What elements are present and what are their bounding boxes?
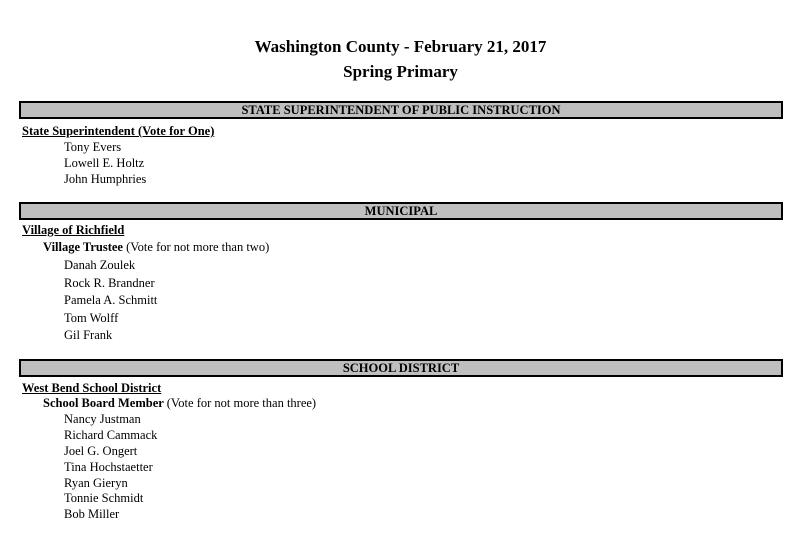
page-subtitle: Spring Primary xyxy=(343,62,458,81)
candidate: Pamela A. Schmitt xyxy=(64,293,158,307)
office-village-trustee xyxy=(43,239,269,255)
jurisdiction-richfield: Village of Richfield xyxy=(22,223,125,237)
candidate: Tina Hochstaetter xyxy=(64,460,153,474)
candidate: Richard Cammack xyxy=(64,428,158,442)
candidate: Lowell E. Holtz xyxy=(64,156,145,170)
candidate: Rock R. Brandner xyxy=(64,276,155,290)
office-name: Village Trustee xyxy=(43,240,123,254)
jurisdiction-west-bend: West Bend School District xyxy=(22,381,162,395)
candidate: John Humphries xyxy=(64,172,147,186)
office-name: School Board Member xyxy=(43,396,164,410)
candidate: Tony Evers xyxy=(64,140,122,154)
section-header-school-district: SCHOOL DISTRICT xyxy=(19,359,783,377)
candidate: Nancy Justman xyxy=(64,412,141,426)
candidate: Gil Frank xyxy=(64,328,113,342)
vote-instruction: (Vote for not more than three) xyxy=(166,396,317,410)
page-title: Washington County - February 21, 2017 xyxy=(254,37,547,56)
candidate: Joel G. Ongert xyxy=(64,444,138,458)
candidate: Tonnie Schmidt xyxy=(64,491,144,505)
candidate: Tom Wolff xyxy=(64,311,119,325)
candidate: Bob Miller xyxy=(64,507,120,521)
vote-instruction: (Vote for not more than two) xyxy=(126,240,270,254)
section-header-superintendent: STATE SUPERINTENDENT OF PUBLIC INSTRUCTION xyxy=(19,101,783,119)
section-header-municipal: MUNICIPAL xyxy=(19,202,783,220)
candidate: Ryan Gieryn xyxy=(64,476,128,490)
candidate: Danah Zoulek xyxy=(64,258,136,272)
office-school-board-member xyxy=(43,395,316,411)
race-title-superintendent: State Superintendent (Vote for One) xyxy=(22,124,215,138)
